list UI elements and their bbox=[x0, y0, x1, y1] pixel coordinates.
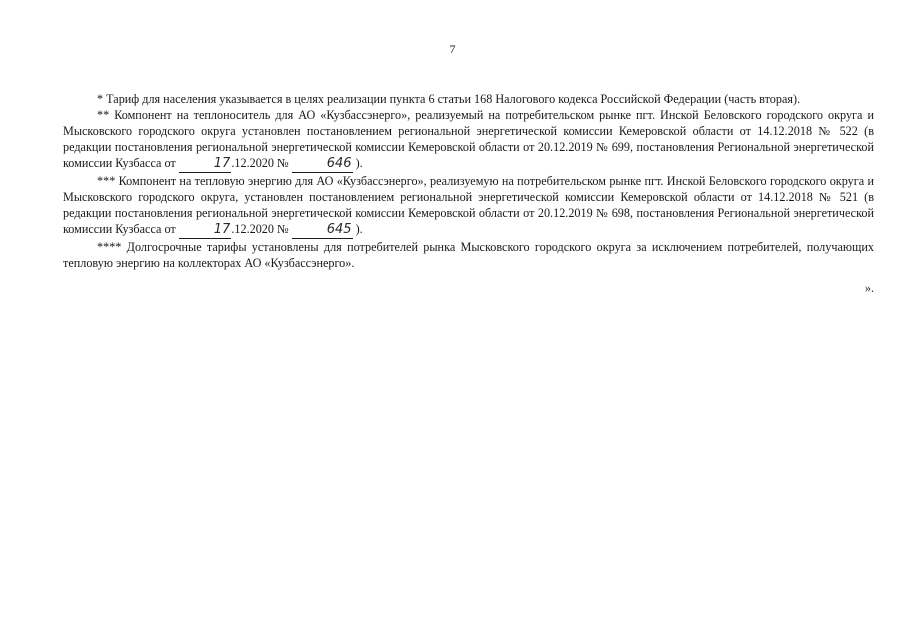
handwritten-decree-number: 646 bbox=[292, 156, 353, 173]
footnote-3 bbox=[63, 173, 874, 239]
footnote-4 bbox=[63, 239, 874, 271]
footnote-3-text-after: ). bbox=[352, 222, 363, 236]
footnote-2-text-before: ** Компонент на теплоноситель для АО «Кузбассэнерго», реализуемый на потребительском рынке пгт. Инской Беловского городского округа и Мысковского городского округа установлен постановлением региональной энергетической комиссии Кемеровской области от 14.12.2018 № 522 (в редакции постановления региональной энергетической комиссии Кемеровской области от 20.12.2019 № 699, постановления Региональной энергетической комиссии Кузбасса от bbox=[63, 108, 874, 170]
page-number: 7 bbox=[449, 42, 456, 56]
handwritten-day: 17 bbox=[179, 156, 232, 173]
footnote-2-text-after: ). bbox=[352, 156, 363, 170]
handwritten-day: 17 bbox=[179, 222, 232, 239]
footnote-3-text-mid: .12.2020 № bbox=[231, 222, 292, 236]
footnotes-block bbox=[63, 91, 874, 271]
footnote-2-text-mid: .12.2020 № bbox=[231, 156, 292, 170]
closing-quote-mark: ». bbox=[864, 281, 874, 295]
handwritten-decree-number: 645 bbox=[292, 222, 353, 239]
footnote-1-text: * Тариф для населения указывается в целях реализации пункта 6 статьи 168 Налогового кодекса Российской Федерации (часть вторая). bbox=[97, 92, 801, 106]
footnote-4-text: **** Долгосрочные тарифы установлены для потребителей рынка Мысковского городского округа за исключением потребителей, получающих тепловую энергию на коллекторах АО «Кузбассэнерго». bbox=[63, 240, 874, 270]
footnote-3-text-before: *** Компонент на тепловую энергию для АО «Кузбассэнерго», реализуемую на потребительском рынке пгт. Инской Беловского городского округа и Мысковского городского округа, установлен постановлением региональной энергетической комиссии Кемеровской области от 14.12.2018 № 521 (в редакции постановления региональной энергетической комиссии Кемеровской области от 20.12.2019 № 698, постановления Региональной энергетической комиссии Кузбасса от bbox=[63, 174, 874, 236]
footnote-2 bbox=[63, 107, 874, 173]
footnote-1 bbox=[63, 91, 874, 107]
